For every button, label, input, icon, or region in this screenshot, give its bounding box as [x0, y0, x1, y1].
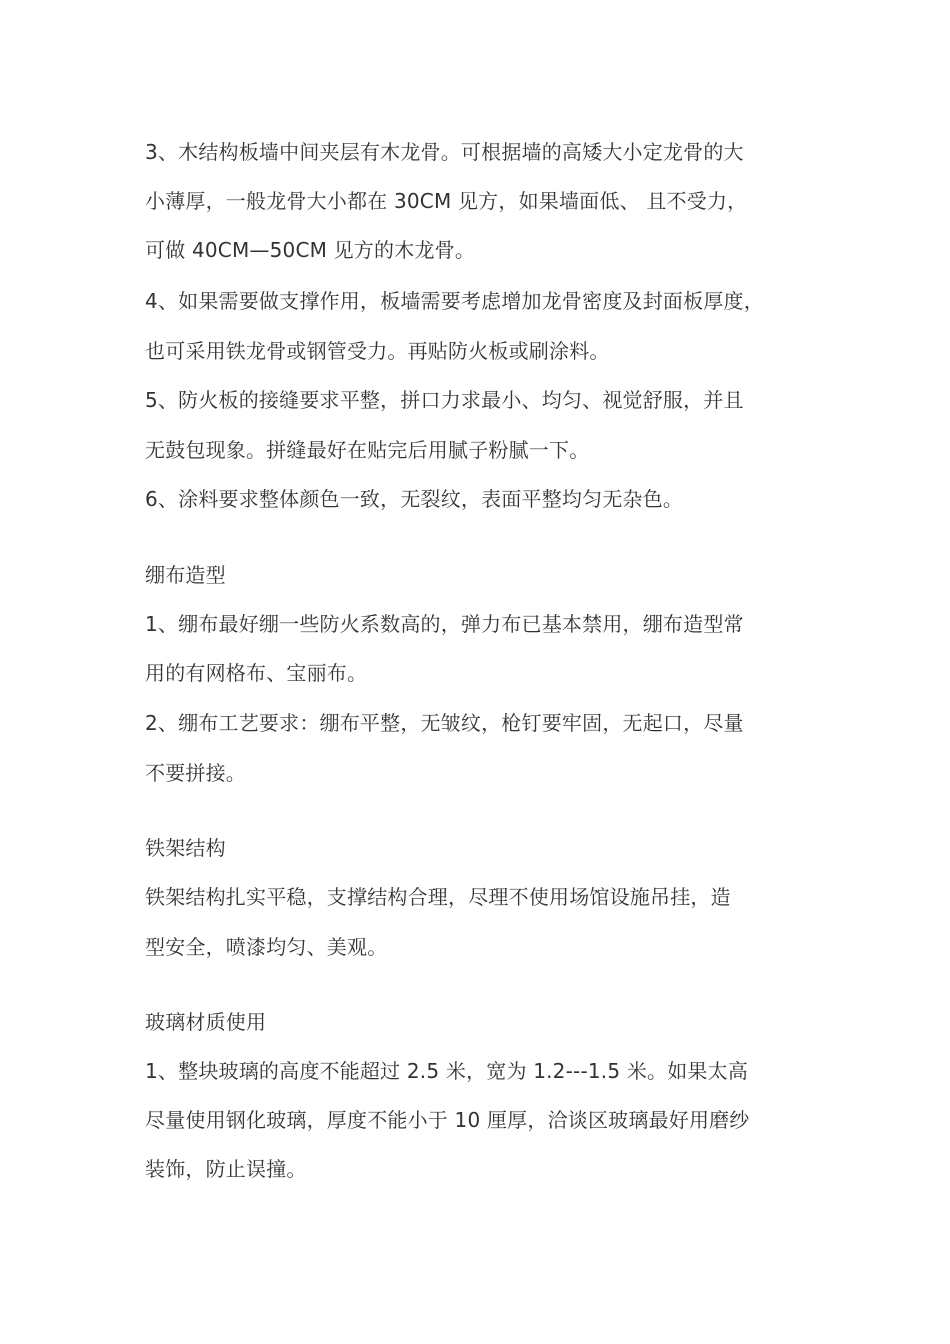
fabric-paragraph-1-line-2: 用的有网格布、宝丽布。	[145, 661, 368, 685]
fabric-paragraph-2-line-1: 2、绷布工艺要求：绷布平整，无皱纹，枪钉要牢固，无起口，尽量	[145, 711, 744, 735]
glass-paragraph-line-1: 1、整块玻璃的高度不能超过 2.5 米，宽为 1.2---1.5 米。如果太高	[145, 1059, 749, 1083]
paragraph-5-line-1: 5、防火板的接缝要求平整，拼口力求最小、均匀、视觉舒服，并且	[145, 388, 744, 412]
paragraph-3-line-1: 3、木结构板墙中间夹层有木龙骨。可根据墙的高矮大小定龙骨的大	[145, 140, 744, 164]
fabric-paragraph-1-line-1: 1、绷布最好绷一些防火系数高的，弹力布已基本禁用，绷布造型常	[145, 612, 744, 636]
section-heading-fabric: 绷布造型	[145, 563, 226, 587]
section-heading-glass: 玻璃材质使用	[145, 1010, 267, 1034]
paragraph-3-line-2: 小薄厚，一般龙骨大小都在 30CM 见方，如果墙面低、 且不受力，	[145, 189, 748, 213]
glass-paragraph-line-3: 装饰，防止误撞。	[145, 1157, 307, 1181]
paragraph-5-line-2: 无鼓包现象。拼缝最好在贴完后用腻子粉腻一下。	[145, 438, 590, 462]
paragraph-6-line-1: 6、涂料要求整体颜色一致，无裂纹，表面平整均匀无杂色。	[145, 487, 684, 511]
paragraph-4-line-1: 4、如果需要做支撑作用，板墙需要考虑增加龙骨密度及封面板厚度，	[145, 289, 764, 313]
fabric-paragraph-2-line-2: 不要拼接。	[145, 761, 246, 785]
iron-frame-paragraph-line-1: 铁架结构扎实平稳，支撑结构合理，尽理不使用场馆设施吊挂，造	[145, 885, 731, 909]
paragraph-4-line-2: 也可采用铁龙骨或钢管受力。再贴防火板或刷涂料。	[145, 339, 610, 363]
paragraph-3-line-3: 可做 40CM—50CM 见方的木龙骨。	[145, 238, 476, 262]
glass-paragraph-line-2: 尽量使用钢化玻璃，厚度不能小于 10 厘厚，洽谈区玻璃最好用磨纱	[145, 1108, 750, 1132]
section-heading-iron-frame: 铁架结构	[145, 836, 226, 860]
iron-frame-paragraph-line-2: 型安全，喷漆均匀、美观。	[145, 935, 388, 959]
